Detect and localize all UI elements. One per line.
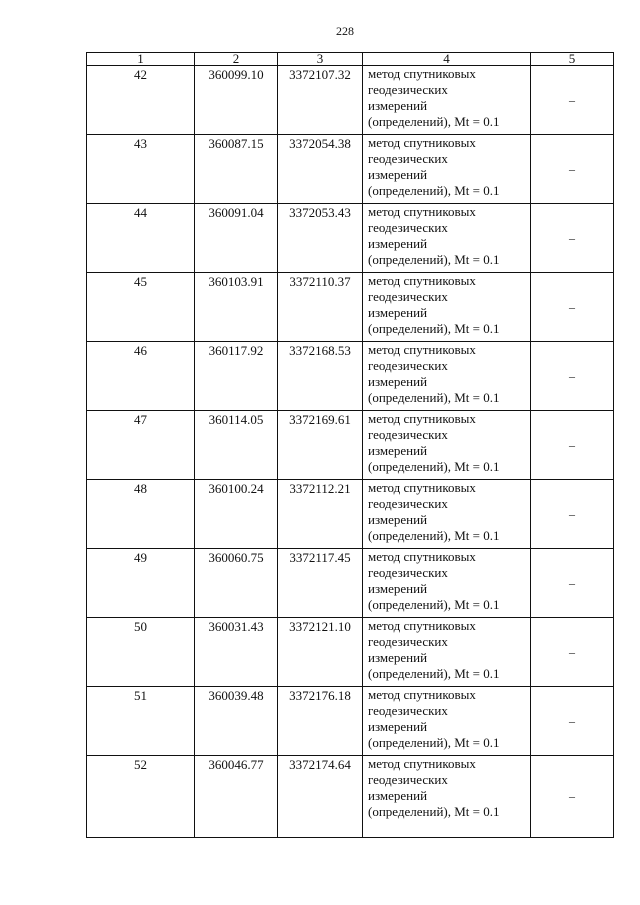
point-number-cell: 42 [87, 66, 195, 135]
method-cell [363, 618, 531, 687]
column-header-4: 4 [363, 53, 531, 66]
table-row [87, 273, 614, 342]
x-coordinate-cell: 360087.15 [195, 135, 278, 204]
x-coordinate-cell: 360060.75 [195, 549, 278, 618]
method-text-line: измерений [368, 443, 428, 458]
method-text-line: метод спутниковых [368, 135, 476, 150]
note-cell: – [531, 687, 614, 756]
y-coordinate-cell: 3372174.64 [278, 756, 363, 838]
method-text-line: измерений [368, 719, 428, 734]
note-cell: – [531, 549, 614, 618]
table-row [87, 549, 614, 618]
column-header-1: 1 [87, 53, 195, 66]
method-cell [363, 687, 531, 756]
y-coordinate-cell: 3372117.45 [278, 549, 363, 618]
method-text-line: геодезических [368, 289, 448, 304]
y-coordinate-cell: 3372053.43 [278, 204, 363, 273]
note-cell: – [531, 480, 614, 549]
coordinates-table [86, 52, 614, 838]
y-coordinate-cell: 3372121.10 [278, 618, 363, 687]
method-text-line: (определений), Mt = 0.1 [368, 114, 500, 129]
method-text-line: (определений), Mt = 0.1 [368, 528, 500, 543]
method-cell [363, 480, 531, 549]
method-text-line: метод спутниковых [368, 618, 476, 633]
table-header-row [87, 53, 614, 66]
table-row [87, 135, 614, 204]
x-coordinate-cell: 360091.04 [195, 204, 278, 273]
x-coordinate-cell: 360039.48 [195, 687, 278, 756]
method-text-line: (определений), Mt = 0.1 [368, 666, 500, 681]
point-number-cell: 45 [87, 273, 195, 342]
page-number: 228 [336, 24, 354, 38]
y-coordinate-cell: 3372112.21 [278, 480, 363, 549]
table-row [87, 756, 614, 838]
column-header-5: 5 [531, 53, 614, 66]
x-coordinate-cell: 360103.91 [195, 273, 278, 342]
note-cell: – [531, 342, 614, 411]
point-number-cell: 48 [87, 480, 195, 549]
method-text-line: (определений), Mt = 0.1 [368, 597, 500, 612]
method-text-line: измерений [368, 650, 428, 665]
point-number-cell: 46 [87, 342, 195, 411]
method-text-line: геодезических [368, 703, 448, 718]
method-text-line: метод спутниковых [368, 480, 476, 495]
x-coordinate-cell: 360046.77 [195, 756, 278, 838]
point-number-cell: 44 [87, 204, 195, 273]
method-cell [363, 204, 531, 273]
y-coordinate-cell: 3372054.38 [278, 135, 363, 204]
method-text-line: геодезических [368, 634, 448, 649]
method-cell [363, 342, 531, 411]
x-coordinate-cell: 360117.92 [195, 342, 278, 411]
note-cell: – [531, 411, 614, 480]
y-coordinate-cell: 3372176.18 [278, 687, 363, 756]
point-number-cell: 51 [87, 687, 195, 756]
method-text-line: измерений [368, 788, 428, 803]
method-text-line: метод спутниковых [368, 549, 476, 564]
column-header-2: 2 [195, 53, 278, 66]
method-text-line: геодезических [368, 358, 448, 373]
point-number-cell: 47 [87, 411, 195, 480]
method-text-line: (определений), Mt = 0.1 [368, 252, 500, 267]
method-cell [363, 549, 531, 618]
table-row [87, 480, 614, 549]
method-cell [363, 135, 531, 204]
method-text-line: геодезических [368, 565, 448, 580]
table-row [87, 411, 614, 480]
x-coordinate-cell: 360031.43 [195, 618, 278, 687]
y-coordinate-cell: 3372168.53 [278, 342, 363, 411]
x-coordinate-cell: 360100.24 [195, 480, 278, 549]
table-row [87, 66, 614, 135]
method-text-line: (определений), Mt = 0.1 [368, 459, 500, 474]
table-row [87, 342, 614, 411]
method-text-line: (определений), Mt = 0.1 [368, 390, 500, 405]
table-body [87, 53, 614, 838]
x-coordinate-cell: 360099.10 [195, 66, 278, 135]
method-text-line: метод спутниковых [368, 756, 476, 771]
y-coordinate-cell: 3372110.37 [278, 273, 363, 342]
method-text-line: (определений), Mt = 0.1 [368, 321, 500, 336]
column-header-3: 3 [278, 53, 363, 66]
method-cell [363, 411, 531, 480]
method-text-line: геодезических [368, 220, 448, 235]
method-text-line: измерений [368, 581, 428, 596]
x-coordinate-cell: 360114.05 [195, 411, 278, 480]
table-row [87, 687, 614, 756]
method-text-line: геодезических [368, 82, 448, 97]
point-number-cell: 52 [87, 756, 195, 838]
note-cell: – [531, 756, 614, 838]
method-cell [363, 66, 531, 135]
y-coordinate-cell: 3372107.32 [278, 66, 363, 135]
table-row [87, 204, 614, 273]
method-text-line: измерений [368, 167, 428, 182]
method-cell [363, 756, 531, 838]
point-number-cell: 43 [87, 135, 195, 204]
y-coordinate-cell: 3372169.61 [278, 411, 363, 480]
method-text-line: (определений), Mt = 0.1 [368, 804, 500, 819]
method-text-line: измерений [368, 374, 428, 389]
note-cell: – [531, 66, 614, 135]
method-text-line: метод спутниковых [368, 66, 476, 81]
method-text-line: измерений [368, 98, 428, 113]
method-text-line: измерений [368, 236, 428, 251]
method-text-line: геодезических [368, 772, 448, 787]
note-cell: – [531, 204, 614, 273]
method-text-line: метод спутниковых [368, 411, 476, 426]
method-cell [363, 273, 531, 342]
method-text-line: метод спутниковых [368, 687, 476, 702]
method-text-line: метод спутниковых [368, 342, 476, 357]
method-text-line: измерений [368, 512, 428, 527]
method-text-line: метод спутниковых [368, 204, 476, 219]
method-text-line: (определений), Mt = 0.1 [368, 735, 500, 750]
method-text-line: метод спутниковых [368, 273, 476, 288]
point-number-cell: 49 [87, 549, 195, 618]
method-text-line: геодезических [368, 496, 448, 511]
method-text-line: (определений), Mt = 0.1 [368, 183, 500, 198]
note-cell: – [531, 273, 614, 342]
point-number-cell: 50 [87, 618, 195, 687]
note-cell: – [531, 135, 614, 204]
method-text-line: геодезических [368, 427, 448, 442]
method-text-line: геодезических [368, 151, 448, 166]
method-text-line: измерений [368, 305, 428, 320]
note-cell: – [531, 618, 614, 687]
table-row [87, 618, 614, 687]
